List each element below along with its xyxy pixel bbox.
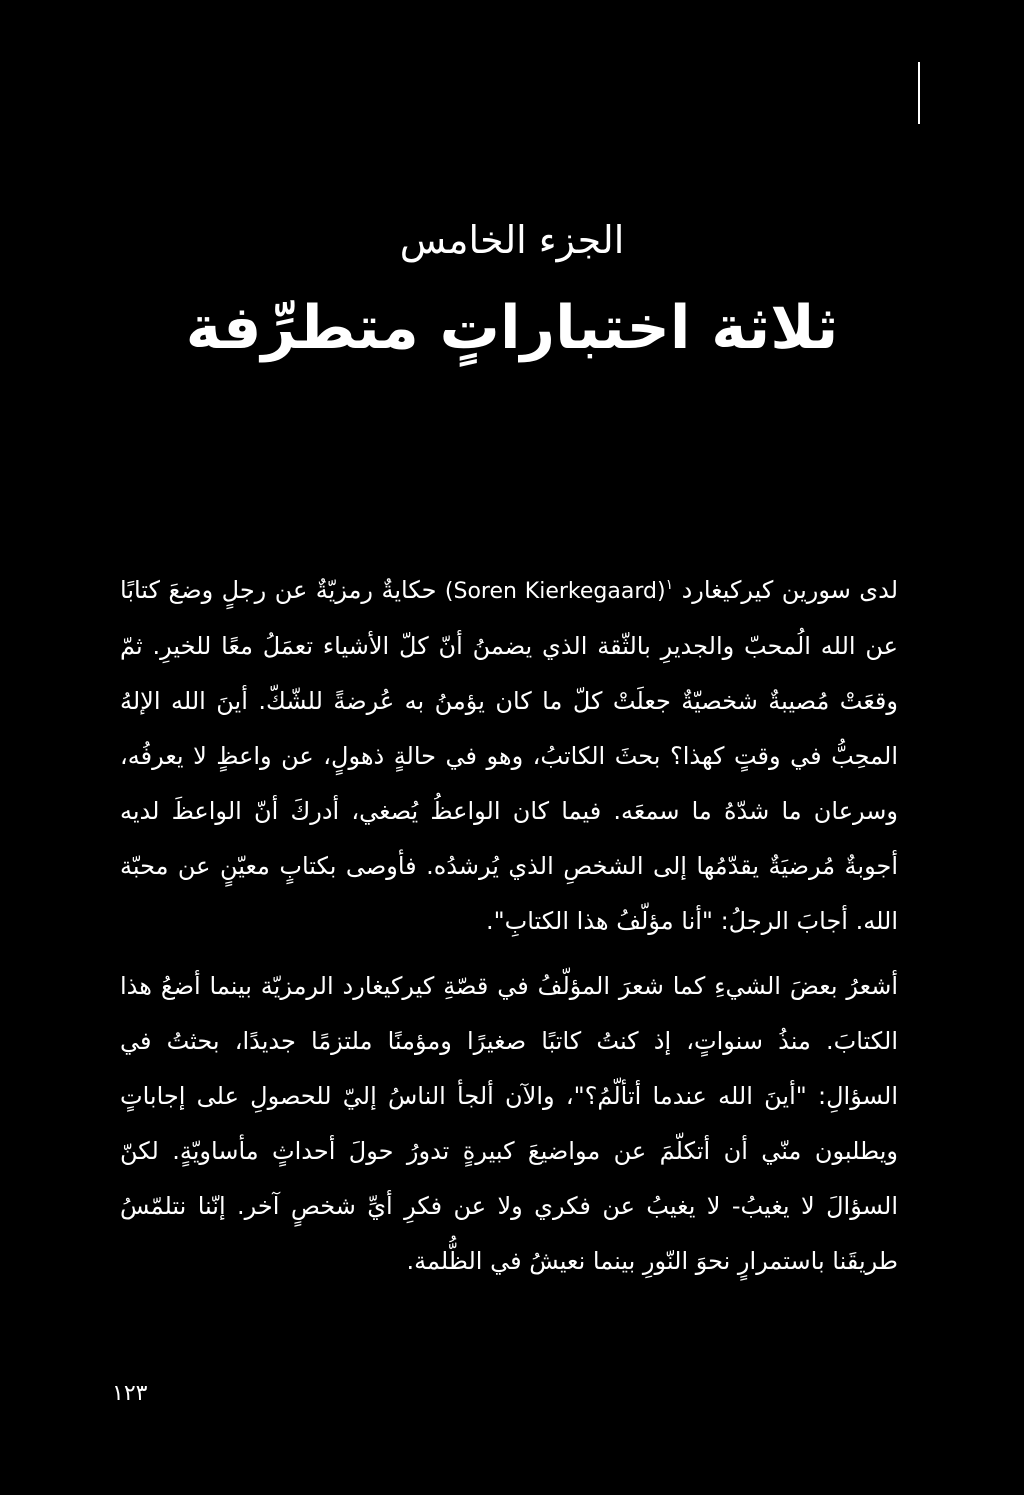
chapter-title: ثلاثة اختباراتٍ متطرِّفة: [185, 293, 839, 363]
latin-name: (Soren Kierkegaard): [444, 579, 666, 604]
footnote-ref[interactable]: ١: [665, 577, 674, 593]
paragraph-1-after: حكايةٌ رمزيّةٌ عن رجلٍ وضعَ كتابًا عن الله الُمحبّ والجديرِ بالثّقة الذي يضمنُ أنّ كلّ الأشياء تعمَلُ معًا للخيرِ. ثمّ وقعَتْ مُصيبةٌ شخصيّةٌ جعلَتْ كلّ ما كان يؤمنُ به عُرضةً للشّكّ. أينَ الله الإلهُ المحِبُّ في وقتٍ كهذا؟ بحثَ الكاتبُ، وهو في حالةٍ ذهولٍ، عن واعظٍ لا يعرفُه، وسرعان ما شدّهُ ما سمعَه. فيما كان الواعظُ يُصغي، أدركَ أنّ الواعظَ لديه أجوبةٌ مُرضيَةٌ يقدّمُها إلى الشخصِ الذي يُرشدُه. فأوصى بكتابٍ معيّنٍ عن محبّة الله. أجابَ الرجلُ: "أنا مؤلّفُ هذا الكتابِ".: [120, 576, 898, 935]
paragraph-2: أشعرُ بعضَ الشيءِ كما شعرَ المؤلّفُ في قصّةِ كيركيغارد الرمزيّة بينما أضعُ هذا الكتابَ. منذُ سنواتٍ، إذ كنتُ كاتبًا صغيرًا ومؤمنًا ملتزمًا جديدًا، بحثتُ في السؤالِ: "أينَ الله عندما أتألّمُ؟"، والآن ألجأ الناسُ إليّ للحصولِ على إجاباتٍ ويطلبون منّي أن أتكلّمَ عن مواضيعَ كبيرةٍ تدورُ حولَ أحداثٍ مأساويّةٍ. لكنّ السؤالَ لا يغيبُ- لا يغيبُ عن فكري ولا عن فكرِ أيِّ شخصٍ آخر. إنّنا نتلمّسُ طريقَنا باستمرارٍ نحوَ النّورِ بينما نعيشُ في الظُّلمة.: [120, 972, 898, 1275]
paragraph-1-before: لدى سورين كيركيغارد: [681, 576, 899, 604]
page-number: ١٢٣: [112, 1381, 148, 1406]
top-edge-mark: [918, 62, 920, 124]
part-heading: الجزء الخامس: [399, 218, 625, 262]
body-text: [120, 563, 898, 1289]
paragraph-1: [120, 563, 898, 949]
